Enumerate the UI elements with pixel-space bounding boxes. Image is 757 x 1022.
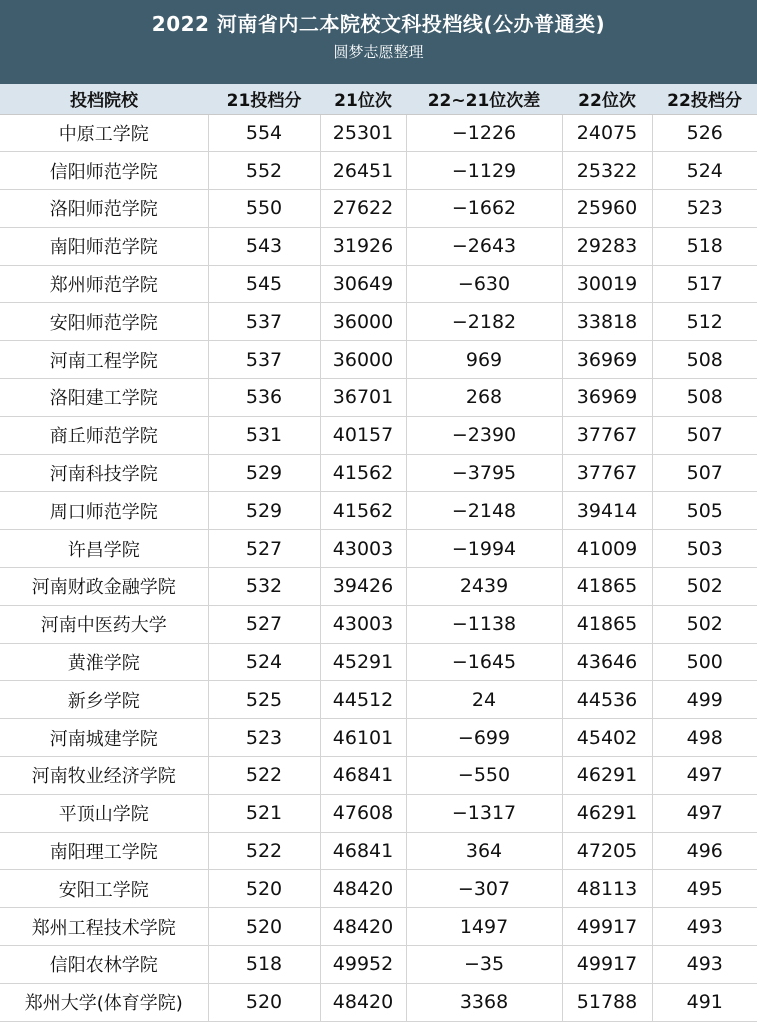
table-header <box>0 84 757 114</box>
score-22-cell: 502 <box>652 568 757 606</box>
score-22-cell: 507 <box>652 454 757 492</box>
score-22-cell: 498 <box>652 719 757 757</box>
school-name-cell: 周口师范学院 <box>0 492 208 530</box>
rank-21-cell: 39426 <box>320 568 406 606</box>
rank-22-cell: 36969 <box>562 379 652 417</box>
rank-diff-cell: −550 <box>406 757 562 795</box>
rank-21-cell: 44512 <box>320 681 406 719</box>
table-row <box>0 152 757 190</box>
rank-diff-cell: −1129 <box>406 152 562 190</box>
table-row <box>0 757 757 795</box>
table-row <box>0 190 757 228</box>
rank-22-cell: 43646 <box>562 643 652 681</box>
table-row <box>0 416 757 454</box>
rank-diff-cell: 2439 <box>406 568 562 606</box>
rank-21-cell: 30649 <box>320 265 406 303</box>
rank-22-cell: 48113 <box>562 870 652 908</box>
score-21-cell: 522 <box>208 757 320 795</box>
rank-22-cell: 29283 <box>562 227 652 265</box>
rank-diff-cell: −2182 <box>406 303 562 341</box>
school-name-cell: 河南工程学院 <box>0 341 208 379</box>
score-21-cell: 527 <box>208 605 320 643</box>
rank-22-cell: 49917 <box>562 908 652 946</box>
score-21-cell: 527 <box>208 530 320 568</box>
score-21-cell: 520 <box>208 983 320 1021</box>
school-name-cell: 新乡学院 <box>0 681 208 719</box>
table-row <box>0 946 757 984</box>
rank-22-cell: 37767 <box>562 416 652 454</box>
score-21-cell: 524 <box>208 643 320 681</box>
score-21-cell: 552 <box>208 152 320 190</box>
score-21-cell: 529 <box>208 492 320 530</box>
score-22-cell: 508 <box>652 341 757 379</box>
score-21-cell: 529 <box>208 454 320 492</box>
rank-diff-cell: −699 <box>406 719 562 757</box>
table-row <box>0 341 757 379</box>
rank-21-cell: 26451 <box>320 152 406 190</box>
score-22-cell: 508 <box>652 379 757 417</box>
title-banner <box>0 0 757 84</box>
rank-22-cell: 25960 <box>562 190 652 228</box>
rank-22-cell: 30019 <box>562 265 652 303</box>
rank-21-cell: 41562 <box>320 492 406 530</box>
rank-diff-cell: 364 <box>406 832 562 870</box>
rank-21-cell: 46841 <box>320 757 406 795</box>
table-row <box>0 983 757 1021</box>
rank-diff-cell: −1317 <box>406 794 562 832</box>
school-name-cell: 安阳工学院 <box>0 870 208 908</box>
rank-diff-cell: 268 <box>406 379 562 417</box>
score-22-cell: 500 <box>652 643 757 681</box>
rank-diff-cell: −1138 <box>406 605 562 643</box>
rank-22-cell: 41865 <box>562 568 652 606</box>
school-name-cell: 中原工学院 <box>0 114 208 152</box>
table-row <box>0 870 757 908</box>
rank-22-cell: 46291 <box>562 757 652 795</box>
school-name-cell: 洛阳师范学院 <box>0 190 208 228</box>
rank-21-cell: 47608 <box>320 794 406 832</box>
rank-21-cell: 49952 <box>320 946 406 984</box>
score-21-cell: 531 <box>208 416 320 454</box>
rank-22-cell: 36969 <box>562 341 652 379</box>
table-row <box>0 681 757 719</box>
rank-22-cell: 45402 <box>562 719 652 757</box>
school-name-cell: 信阳农林学院 <box>0 946 208 984</box>
table-row <box>0 643 757 681</box>
score-21-cell: 537 <box>208 303 320 341</box>
rank-diff-cell: 3368 <box>406 983 562 1021</box>
rank-diff-cell: 1497 <box>406 908 562 946</box>
rank-22-cell: 41009 <box>562 530 652 568</box>
score-21-cell: 554 <box>208 114 320 152</box>
rank-21-cell: 48420 <box>320 983 406 1021</box>
score-22-cell: 503 <box>652 530 757 568</box>
score-21-cell: 522 <box>208 832 320 870</box>
score-21-cell: 523 <box>208 719 320 757</box>
school-name-cell: 河南中医药大学 <box>0 605 208 643</box>
col-header-21-rank: 21位次 <box>320 84 406 114</box>
table-row <box>0 492 757 530</box>
school-name-cell: 郑州工程技术学院 <box>0 908 208 946</box>
col-header-school: 投档院校 <box>0 84 208 114</box>
rank-diff-cell: −2390 <box>406 416 562 454</box>
rank-21-cell: 31926 <box>320 227 406 265</box>
header-row <box>0 84 757 114</box>
score-22-cell: 502 <box>652 605 757 643</box>
rank-diff-cell: −1226 <box>406 114 562 152</box>
col-header-22-rank: 22位次 <box>562 84 652 114</box>
rank-22-cell: 47205 <box>562 832 652 870</box>
score-22-cell: 512 <box>652 303 757 341</box>
table-row <box>0 605 757 643</box>
table-body <box>0 114 757 1021</box>
rank-diff-cell: 969 <box>406 341 562 379</box>
table-row <box>0 379 757 417</box>
score-22-cell: 507 <box>652 416 757 454</box>
score-22-cell: 497 <box>652 794 757 832</box>
rank-21-cell: 48420 <box>320 870 406 908</box>
school-name-cell: 南阳理工学院 <box>0 832 208 870</box>
school-name-cell: 安阳师范学院 <box>0 303 208 341</box>
admission-table <box>0 84 757 1022</box>
score-22-cell: 495 <box>652 870 757 908</box>
score-21-cell: 537 <box>208 341 320 379</box>
rank-diff-cell: −630 <box>406 265 562 303</box>
col-header-21-score: 21投档分 <box>208 84 320 114</box>
school-name-cell: 信阳师范学院 <box>0 152 208 190</box>
score-22-cell: 493 <box>652 946 757 984</box>
score-22-cell: 518 <box>652 227 757 265</box>
table-row <box>0 568 757 606</box>
score-22-cell: 493 <box>652 908 757 946</box>
rank-21-cell: 46101 <box>320 719 406 757</box>
page-title: 2022 河南省内二本院校文科投档线(公办普通类) <box>151 12 606 36</box>
school-name-cell: 南阳师范学院 <box>0 227 208 265</box>
rank-21-cell: 40157 <box>320 416 406 454</box>
rank-22-cell: 24075 <box>562 114 652 152</box>
rank-diff-cell: −1994 <box>406 530 562 568</box>
rank-22-cell: 51788 <box>562 983 652 1021</box>
table-row <box>0 227 757 265</box>
rank-21-cell: 41562 <box>320 454 406 492</box>
rank-21-cell: 25301 <box>320 114 406 152</box>
table-row <box>0 265 757 303</box>
school-name-cell: 许昌学院 <box>0 530 208 568</box>
rank-diff-cell: −35 <box>406 946 562 984</box>
score-21-cell: 545 <box>208 265 320 303</box>
rank-22-cell: 44536 <box>562 681 652 719</box>
table-row <box>0 832 757 870</box>
school-name-cell: 黄淮学院 <box>0 643 208 681</box>
score-21-cell: 521 <box>208 794 320 832</box>
score-22-cell: 491 <box>652 983 757 1021</box>
score-22-cell: 517 <box>652 265 757 303</box>
score-21-cell: 518 <box>208 946 320 984</box>
school-name-cell: 河南城建学院 <box>0 719 208 757</box>
col-header-rank-diff: 22~21位次差 <box>406 84 562 114</box>
score-21-cell: 525 <box>208 681 320 719</box>
table-row <box>0 719 757 757</box>
table-row <box>0 303 757 341</box>
score-22-cell: 497 <box>652 757 757 795</box>
rank-22-cell: 41865 <box>562 605 652 643</box>
school-name-cell: 河南财政金融学院 <box>0 568 208 606</box>
score-22-cell: 505 <box>652 492 757 530</box>
score-22-cell: 523 <box>652 190 757 228</box>
school-name-cell: 河南牧业经济学院 <box>0 757 208 795</box>
rank-21-cell: 43003 <box>320 530 406 568</box>
rank-22-cell: 39414 <box>562 492 652 530</box>
rank-diff-cell: −2643 <box>406 227 562 265</box>
table-row <box>0 114 757 152</box>
rank-diff-cell: −1662 <box>406 190 562 228</box>
rank-21-cell: 27622 <box>320 190 406 228</box>
score-22-cell: 526 <box>652 114 757 152</box>
col-header-22-score: 22投档分 <box>652 84 757 114</box>
rank-21-cell: 45291 <box>320 643 406 681</box>
rank-diff-cell: −2148 <box>406 492 562 530</box>
school-name-cell: 洛阳建工学院 <box>0 379 208 417</box>
rank-diff-cell: 24 <box>406 681 562 719</box>
table-row <box>0 908 757 946</box>
table-row <box>0 794 757 832</box>
rank-21-cell: 48420 <box>320 908 406 946</box>
score-21-cell: 550 <box>208 190 320 228</box>
score-22-cell: 499 <box>652 681 757 719</box>
score-21-cell: 543 <box>208 227 320 265</box>
school-name-cell: 商丘师范学院 <box>0 416 208 454</box>
rank-diff-cell: −307 <box>406 870 562 908</box>
page-subtitle: 圆梦志愿整理 <box>333 43 424 61</box>
rank-22-cell: 46291 <box>562 794 652 832</box>
rank-21-cell: 43003 <box>320 605 406 643</box>
rank-22-cell: 37767 <box>562 454 652 492</box>
score-21-cell: 536 <box>208 379 320 417</box>
rank-21-cell: 36000 <box>320 341 406 379</box>
rank-diff-cell: −3795 <box>406 454 562 492</box>
school-name-cell: 河南科技学院 <box>0 454 208 492</box>
rank-diff-cell: −1645 <box>406 643 562 681</box>
rank-22-cell: 33818 <box>562 303 652 341</box>
score-21-cell: 520 <box>208 870 320 908</box>
table-row <box>0 530 757 568</box>
rank-21-cell: 46841 <box>320 832 406 870</box>
score-21-cell: 520 <box>208 908 320 946</box>
rank-22-cell: 25322 <box>562 152 652 190</box>
school-name-cell: 郑州大学(体育学院) <box>0 983 208 1021</box>
score-22-cell: 496 <box>652 832 757 870</box>
school-name-cell: 郑州师范学院 <box>0 265 208 303</box>
rank-21-cell: 36000 <box>320 303 406 341</box>
score-22-cell: 524 <box>652 152 757 190</box>
table-row <box>0 454 757 492</box>
rank-21-cell: 36701 <box>320 379 406 417</box>
rank-22-cell: 49917 <box>562 946 652 984</box>
score-21-cell: 532 <box>208 568 320 606</box>
school-name-cell: 平顶山学院 <box>0 794 208 832</box>
